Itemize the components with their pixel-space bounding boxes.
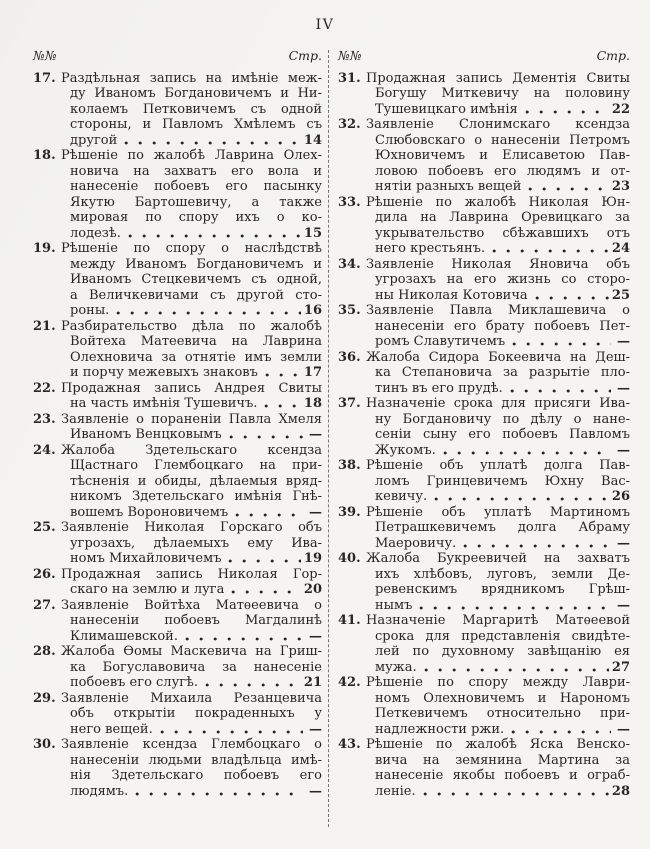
- entry-page-number: 26: [611, 489, 630, 504]
- entry-line: Продажная запись Дементія Свиты: [366, 70, 630, 86]
- entry-line: вича на земянина Мартина за: [375, 752, 630, 768]
- toc-entry: [33, 644, 322, 691]
- entry-line: нымъ: [375, 597, 413, 613]
- entry-line: нанесеніи людьми владѣльца имѣ-: [70, 752, 322, 768]
- dot-leader-icon: [510, 381, 611, 397]
- entry-line: Жалоба Ѳомы Маскевича на Гриш-: [61, 644, 322, 659]
- entry-page-number: 20: [303, 582, 322, 597]
- entry-page-number: 24: [611, 241, 630, 256]
- entry-last-line: [70, 303, 322, 319]
- entry-line: укрывательство сбѣжавшихъ отъ: [375, 225, 630, 241]
- entry-page-number: —: [309, 721, 322, 737]
- dot-leader-icon: [512, 334, 611, 350]
- entry-text: [61, 737, 322, 799]
- entry-page-number: —: [617, 334, 630, 349]
- entry-page-number: —: [617, 535, 630, 551]
- entry-number: 42.: [338, 675, 361, 690]
- toc-entry: [338, 303, 630, 350]
- dot-leader-icon: [419, 598, 611, 614]
- entry-line: лей по духовному завѣщанію ея: [375, 644, 630, 659]
- entry-line: Жалоба Сидора Бокеевича на Деш-: [366, 349, 630, 365]
- entry-text: [61, 644, 322, 691]
- dot-leader-icon: [265, 365, 301, 381]
- entry-line: Юхновичемъ и Елисаветою Пав-: [375, 148, 630, 163]
- entry-line: надлежности ржи.: [375, 721, 505, 737]
- entry-line: ка Богуславовича за нанесеніе: [70, 659, 322, 675]
- toc-entry: [33, 598, 322, 645]
- toc-entry: [338, 195, 630, 257]
- entry-number: 22.: [33, 380, 56, 396]
- dot-leader-icon: [228, 551, 300, 567]
- entry-line: ду Иваномъ Богдановичемъ и Ни-: [70, 86, 322, 101]
- entry-text: [366, 195, 630, 257]
- entry-number: 32.: [338, 117, 361, 132]
- entry-line: Олехновича за отнятіе имъ земли: [70, 349, 322, 365]
- dot-leader-icon: [525, 102, 609, 118]
- entry-text: [366, 257, 630, 304]
- entry-last-line: [375, 489, 630, 505]
- dot-leader-icon: [135, 784, 303, 800]
- toc-entry: [338, 71, 630, 118]
- entry-line: Щастнаго Глембоцкаго на при-: [70, 458, 322, 473]
- entry-line: Иваномъ Венцковымъ: [70, 427, 222, 442]
- entry-text: [61, 520, 322, 567]
- entry-line: мужа.: [375, 659, 417, 675]
- entry-last-line: [70, 133, 322, 149]
- entry-page-number: 15: [303, 225, 322, 241]
- toc-entry: [33, 691, 322, 738]
- entry-page-number: 28: [611, 783, 630, 799]
- entry-line: ну Богдановичу по дѣлу о нане-: [375, 411, 630, 427]
- entry-page-number: —: [617, 721, 630, 737]
- entry-text: [366, 71, 630, 118]
- entry-line: Заявленіе Николая Яновича объ: [366, 256, 630, 272]
- entry-line: Рѣшеніе объ уплатѣ долга Пав-: [366, 458, 630, 473]
- dot-leader-icon: [160, 722, 303, 738]
- entry-number: 24.: [33, 442, 56, 458]
- toc-entry: [33, 737, 322, 799]
- toc-entry: [338, 675, 630, 737]
- entry-text: [366, 737, 630, 799]
- entry-line: угрозахъ на его жизнь со сторо-: [375, 272, 630, 287]
- entry-text: [61, 71, 322, 149]
- entry-line: ломъ Гринцевичемъ Юхну Вас-: [375, 473, 630, 489]
- entry-line: ромъ Славутичемъ: [375, 334, 506, 349]
- toc-column-right: [338, 48, 630, 799]
- toc-entry: [33, 443, 322, 521]
- entry-line: роны.: [70, 303, 110, 318]
- toc-entry: [338, 458, 630, 505]
- toc-entry: [338, 257, 630, 304]
- entry-text: [366, 350, 630, 397]
- entry-page-number: 25: [611, 287, 630, 303]
- entry-line: номъ Олехновичемъ и Нарономъ: [375, 690, 630, 706]
- entry-last-line: [70, 505, 322, 521]
- entry-number: 21.: [33, 318, 56, 334]
- entry-number: 36.: [338, 349, 361, 365]
- entry-line: Раздѣльная запись на имѣніе меж-: [61, 70, 322, 86]
- toc-entry: [33, 381, 322, 412]
- entry-text: [61, 148, 322, 241]
- entry-number: 40.: [338, 551, 361, 566]
- dot-leader-icon: [264, 396, 300, 412]
- entry-line: ны Николая Котовича: [375, 287, 528, 303]
- entry-line: срока для представленія свидѣте-: [375, 628, 630, 644]
- entry-line: ихъ хлѣбовъ, луговъ, земли Де-: [375, 566, 630, 582]
- toc-entry: [338, 505, 630, 552]
- entry-line: дила на Лаврина Оревицкаго за: [375, 210, 630, 225]
- entry-text: [366, 303, 630, 350]
- entry-last-line: [375, 660, 630, 676]
- entry-line: никомъ Здетельскаго имѣнія Гнѣ-: [70, 489, 322, 504]
- entry-line: Войтеха Матеевича на Лаврина: [70, 334, 322, 349]
- entry-last-line: [375, 288, 630, 304]
- entry-line: на часть имѣнія Тушевичъ.: [70, 396, 258, 411]
- entry-line: кевичу.: [375, 489, 428, 504]
- entry-line: Жалоба Букреевичей на захватъ: [366, 551, 630, 566]
- entry-line: Петрашкевичемъ долга Абраму: [375, 520, 630, 535]
- column-header-pages-label: Стр.: [596, 48, 630, 63]
- entry-text: [366, 675, 630, 737]
- entry-list-right: [338, 71, 630, 800]
- entry-last-line: [70, 675, 322, 691]
- entry-last-line: [375, 784, 630, 800]
- entry-text: [366, 117, 630, 195]
- entry-page-number: 22: [611, 101, 630, 117]
- entry-line: нія Здетельскаго побоевъ его: [70, 768, 322, 783]
- entry-last-line: [375, 598, 630, 614]
- entry-last-line: [70, 226, 322, 242]
- column-header-numbers-label: №№: [33, 48, 57, 63]
- entry-line: тѣсненія и обиды, дѣлаемыя вряд-: [70, 473, 322, 489]
- entry-line: Климашевской.: [70, 628, 178, 644]
- entry-text: [61, 598, 322, 645]
- entry-number: 33.: [338, 194, 361, 210]
- entry-line: Богушу Миткевичу на половину: [375, 86, 630, 101]
- entry-last-line: [70, 784, 322, 800]
- dot-leader-icon: [229, 427, 303, 443]
- entry-line: него вещей.: [70, 721, 153, 737]
- entry-page-number: —: [617, 380, 630, 396]
- entry-line: Рѣшеніе объ уплатѣ Мартиномъ: [366, 504, 630, 520]
- entry-line: Жалоба Здетельскаго ксендза: [61, 442, 322, 458]
- entry-text: [366, 505, 630, 552]
- entry-line: другой: [70, 132, 118, 148]
- entry-text: [61, 241, 322, 319]
- toc-entry: [33, 520, 322, 567]
- entry-line: Назначеніе срока для присяги Ива-: [366, 396, 630, 411]
- entry-page-number: —: [309, 427, 322, 442]
- entry-line: нанесеніе побоевъ его пасынку: [70, 179, 322, 194]
- entry-page-number: 16: [303, 303, 322, 318]
- entry-line: Заявленіе Войтѣха Матѳеевича о: [61, 597, 322, 613]
- toc-entry: [338, 396, 630, 458]
- entry-page-number: —: [617, 597, 630, 613]
- entry-last-line: [70, 365, 322, 381]
- entry-page-number: —: [309, 783, 322, 799]
- entry-text: [366, 396, 630, 458]
- entry-number: 19.: [33, 241, 56, 256]
- entry-text: [61, 412, 322, 443]
- dot-leader-icon: [124, 133, 301, 149]
- entry-line: леніе.: [375, 783, 416, 799]
- entry-line: и порчу межевыхъ знаковъ: [70, 365, 258, 380]
- toc-entry: [33, 71, 322, 149]
- entry-page-number: —: [617, 442, 630, 458]
- entry-line: Рѣшеніе по жалобѣ Яска Венско-: [366, 737, 630, 752]
- dot-leader-icon: [463, 536, 611, 552]
- entry-line: людямъ.: [70, 783, 129, 799]
- column-header-right: [338, 48, 630, 64]
- entry-line: угрозахъ, дѣлаемыхъ ему Ива-: [70, 535, 322, 551]
- dot-leader-icon: [434, 489, 609, 505]
- entry-line: Заявленіе Слонимскаго ксендза: [366, 117, 630, 132]
- entry-text: [61, 691, 322, 738]
- entry-last-line: [375, 102, 630, 118]
- entry-text: [61, 381, 322, 412]
- toc-column-left: [33, 48, 322, 799]
- entry-number: 34.: [338, 256, 361, 272]
- entry-number: 25.: [33, 520, 56, 535]
- entry-page-number: 27: [611, 659, 630, 675]
- entry-last-line: [375, 722, 630, 738]
- entry-last-line: [70, 396, 322, 412]
- dot-leader-icon: [492, 241, 609, 257]
- entry-line: колаемъ Петковичемъ съ одной: [70, 101, 322, 117]
- entry-number: 35.: [338, 303, 361, 318]
- dot-leader-icon: [128, 226, 301, 242]
- column-header-numbers-label: №№: [338, 48, 362, 63]
- entry-line: Заявленіе о пораненіи Павла Хмеля: [61, 411, 322, 427]
- entry-line: Рѣшеніе по спору о наслѣдствѣ: [61, 241, 322, 256]
- dot-leader-icon: [231, 582, 301, 598]
- entry-line: Разбирательство дѣла по жалобѣ: [61, 318, 322, 334]
- entry-number: 29.: [33, 690, 56, 706]
- entry-line: лодезѣ.: [70, 225, 121, 241]
- entry-last-line: [375, 536, 630, 552]
- entry-line: побоевъ его слугѣ.: [70, 675, 198, 690]
- entry-last-line: [375, 381, 630, 397]
- entry-line: Заявленіе ксендза Глембоцкаго о: [61, 737, 322, 752]
- entry-line: Заявленіе Павла Миклашевича о: [366, 303, 630, 318]
- entry-line: скаго на землю и луга: [70, 582, 225, 597]
- entry-text: [366, 458, 630, 505]
- entry-text: [61, 319, 322, 381]
- column-divider-rule: [328, 50, 329, 827]
- entry-last-line: [375, 443, 630, 459]
- toc-entry: [33, 148, 322, 241]
- entry-text: [61, 567, 322, 598]
- entry-line: вошемъ Вороновичемъ: [70, 504, 229, 520]
- entry-line: ревенскимъ врядникомъ Грѣш-: [375, 582, 630, 597]
- entry-number: 38.: [338, 458, 361, 473]
- entry-line: Маеровичу.: [375, 535, 457, 551]
- dot-leader-icon: [205, 675, 301, 691]
- toc-entry: [338, 737, 630, 799]
- entry-page-number: 17: [303, 365, 322, 380]
- entry-number: 30.: [33, 737, 56, 752]
- entry-number: 39.: [338, 504, 361, 520]
- dot-leader-icon: [535, 288, 609, 304]
- entry-page-number: 14: [303, 132, 322, 148]
- entry-line: Продажная запись Андрея Свиты: [61, 380, 322, 396]
- toc-entry: [33, 412, 322, 443]
- dot-leader-icon: [423, 784, 609, 800]
- entry-last-line: [375, 179, 630, 195]
- entry-last-line: [70, 427, 322, 443]
- entry-line: тинъ въ его прудѣ.: [375, 380, 503, 396]
- entry-line: а Величкевичами съ другой сто-: [70, 287, 322, 303]
- entry-line: ловою побоевъ его людямъ и от-: [375, 163, 630, 179]
- dot-leader-icon: [424, 660, 609, 676]
- toc-entry: [338, 117, 630, 195]
- toc-entry: [338, 551, 630, 613]
- entry-number: 17.: [33, 70, 56, 86]
- dot-leader-icon: [443, 443, 611, 459]
- entry-text: [61, 443, 322, 521]
- entry-page-number: 21: [303, 675, 322, 690]
- entry-line: Якутю Бартошевичу, а также: [70, 194, 322, 210]
- entry-line: Заявленіе Николая Горскаго объ: [61, 520, 322, 535]
- entry-line: Рѣшеніе по спору между Лаври-: [366, 675, 630, 690]
- entry-line: новича на захватъ его вола и: [70, 163, 322, 179]
- entry-number: 31.: [338, 70, 361, 86]
- entry-last-line: [70, 629, 322, 645]
- entry-last-line: [70, 551, 322, 567]
- entry-page-number: —: [309, 504, 322, 520]
- entry-number: 37.: [338, 396, 361, 411]
- entry-number: 27.: [33, 597, 56, 613]
- entry-last-line: [70, 722, 322, 738]
- entry-line: ка Степановича за разрытіе пло-: [375, 365, 630, 380]
- entry-line: Жукомъ.: [375, 442, 436, 458]
- column-header-left: [33, 48, 322, 64]
- entry-line: Иваномъ Стецкевичемъ съ одной,: [70, 272, 322, 287]
- entry-line: Тушевицкаго имѣнія: [375, 101, 518, 117]
- entry-line: между Иваномъ Богдановичемъ и: [70, 256, 322, 272]
- entry-line: мировая по спору ихъ о ко-: [70, 210, 322, 225]
- entry-line: Назначеніе Маргаритѣ Матѳеевой: [366, 613, 630, 628]
- entry-line: сеніи сыну его побоевъ Павломъ: [375, 427, 630, 442]
- entry-line: Заявленіе Михаила Резанцевича: [61, 690, 322, 706]
- entry-line: нанесеніе якобы побоевъ и ограб-: [375, 768, 630, 783]
- entry-number: 43.: [338, 737, 361, 752]
- entry-line: нятіи разныхъ вещей: [375, 179, 522, 194]
- entry-page-number: 18: [303, 396, 322, 411]
- toc-entry: [33, 567, 322, 598]
- entry-line: Слюбовскаго о нанесеніи Петромъ: [375, 132, 630, 148]
- entry-line: объ открытіи покраденныхъ у: [70, 706, 322, 721]
- dot-leader-icon: [528, 179, 609, 195]
- entry-last-line: [375, 241, 630, 257]
- toc-entry: [33, 241, 322, 319]
- entry-number: 26.: [33, 566, 56, 582]
- entry-line: номъ Михайловичемъ: [70, 551, 222, 566]
- entry-line: Рѣшеніе по жалобѣ Лаврина Олех-: [61, 148, 322, 163]
- toc-entry: [33, 319, 322, 381]
- entry-line: нанесеніи его брату побоевъ Пет-: [375, 318, 630, 334]
- entry-page-number: 23: [611, 179, 630, 194]
- toc-entry: [338, 350, 630, 397]
- entry-line: него крестьянъ.: [375, 241, 486, 256]
- entry-number: 18.: [33, 148, 56, 163]
- entry-page-number: 19: [303, 551, 322, 566]
- entry-line: Продажная запись Николая Гор-: [61, 566, 322, 582]
- entry-number: 28.: [33, 644, 56, 659]
- entry-last-line: [375, 334, 630, 350]
- dot-leader-icon: [185, 629, 303, 645]
- entry-number: 41.: [338, 613, 361, 628]
- entry-text: [366, 613, 630, 675]
- column-header-pages-label: Стр.: [288, 48, 322, 63]
- dot-leader-icon: [116, 303, 301, 319]
- entry-number: 23.: [33, 411, 56, 427]
- dot-leader-icon: [235, 505, 303, 521]
- entry-line: нанесеніи побоевъ Магдалинѣ: [70, 613, 322, 628]
- dot-leader-icon: [511, 722, 611, 738]
- entry-page-number: —: [309, 628, 322, 644]
- entry-list-left: [33, 71, 322, 800]
- entry-line: Петкевичемъ относительно при-: [375, 706, 630, 721]
- toc-entry: [338, 613, 630, 675]
- entry-text: [366, 551, 630, 613]
- entry-last-line: [70, 582, 322, 598]
- entry-line: стороны, и Павломъ Хмѣлемъ съ: [70, 117, 322, 132]
- entry-line: Рѣшеніе по жалобѣ Николая Юн-: [366, 194, 630, 210]
- page-folio-number: IV: [315, 17, 335, 33]
